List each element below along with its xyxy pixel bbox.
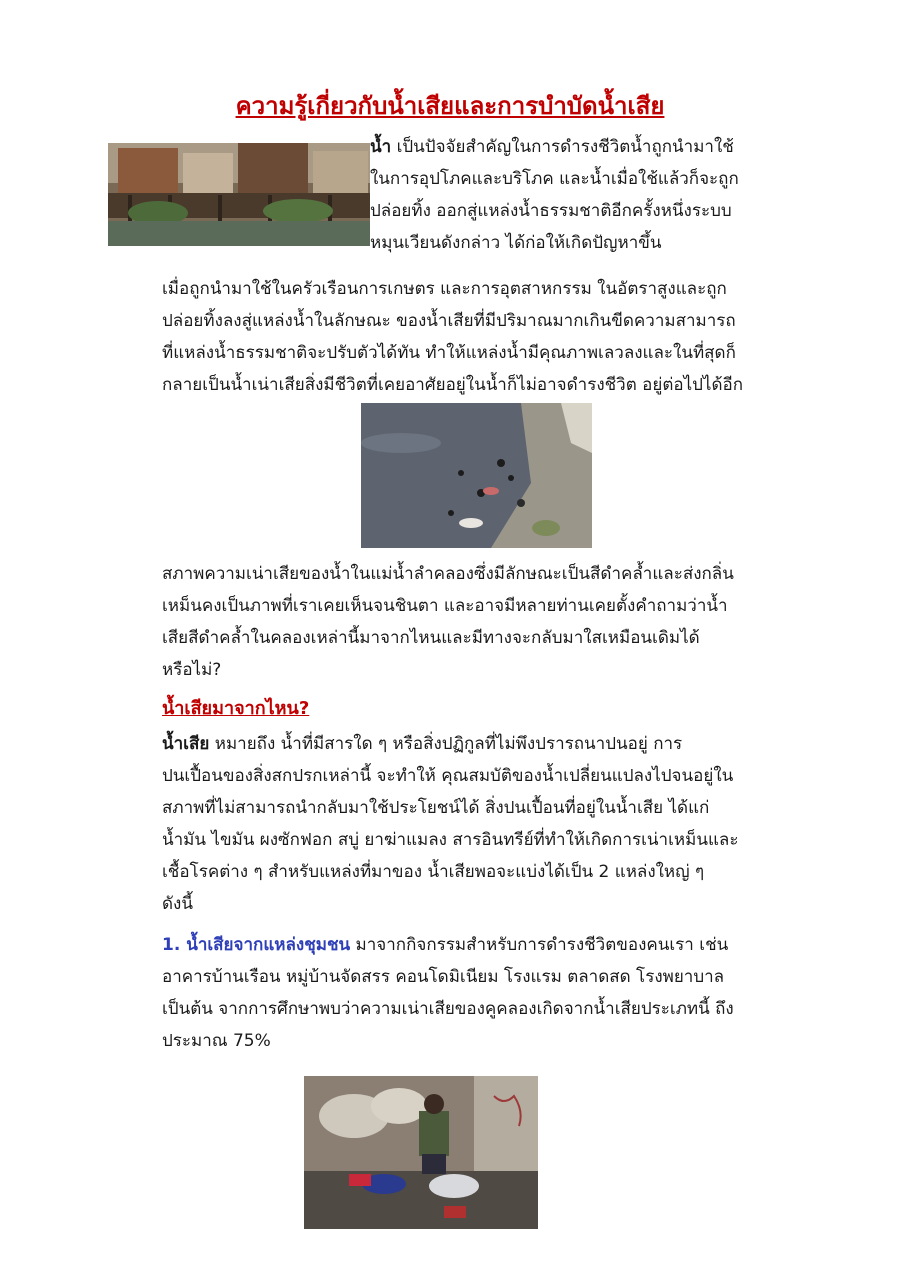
intro-paragraph-beside-image <box>370 131 800 259</box>
section-heading-wastewater-source: น้ำเสียมาจากไหน? <box>162 698 310 719</box>
washing-dishes-photo <box>304 1076 538 1229</box>
condition-line: เสียสีดำคล้ำในคลองเหล่านี้มาจากไหนและมีทางจะกลับมาใสเหมือนเดิมได้ <box>162 628 700 648</box>
definition-line: ดังนี้ <box>162 894 193 914</box>
community-source-line: ประมาณ 75% <box>162 1031 271 1051</box>
intro-line: ปล่อยทิ้ง ออกสู่แหล่งน้ำธรรมชาติอีกครั้งหนึ่งระบบ <box>370 201 732 221</box>
definition-line: เชื้อโรคต่าง ๆ สำหรับแหล่งที่มาของ น้ำเสียพอจะแบ่งได้เป็น 2 แหล่งใหญ่ ๆ <box>162 862 705 882</box>
condition-line: สภาพความเน่าเสียของน้ำในแม่น้ำลำคลองซึ่งมีลักษณะเป็นสีดำคล้ำและส่งกลิ่น <box>162 564 734 584</box>
intro-lead-word: น้ำ <box>370 137 392 157</box>
definition-line: น้ำมัน ไขมัน ผงซักฟอก สบู่ ยาฆ่าแมลง สารอินทรีย์ที่ทำให้เกิดการเน่าเหม็นและ <box>162 830 739 850</box>
community-source-paragraph <box>162 929 802 1057</box>
community-source-line: มาจากกิจกรรมสำหรับการดำรงชีวิตของคนเรา เช่น <box>350 935 729 955</box>
intro-line: ที่แหล่งน้ำธรรมชาติจะปรับตัวได้ทัน ทำให้แหล่งน้ำมีคุณภาพเลวลงและในที่สุดก็ <box>162 343 736 363</box>
riverside-houses-photo <box>108 143 370 246</box>
community-source-label: 1. น้ำเสียจากแหล่งชุมชน <box>162 935 351 955</box>
community-source-line: อาคารบ้านเรือน หมู่บ้านจัดสรร คอนโดมิเนียม โรงแรม ตลาดสด โรงพยาบาล <box>162 967 725 987</box>
definition-line: หมายถึง น้ำที่มีสารใด ๆ หรือสิ่งปฏิกูลที่ไม่พึงปรารถนาปนอยู่ การ <box>209 734 683 754</box>
definition-paragraph <box>162 728 802 920</box>
community-source-line: เป็นต้น จากการศึกษาพบว่าความเน่าเสียของคูคลองเกิดจากน้ำเสียประเภทนี้ ถึง <box>162 999 734 1019</box>
intro-line: เป็นปัจจัยสำคัญในการดำรงชีวิตน้ำถูกนำมาใช้ <box>391 137 734 157</box>
condition-paragraph <box>162 558 802 686</box>
definition-term: น้ำเสีย <box>162 734 210 754</box>
condition-line: เหม็นคงเป็นภาพที่เราเคยเห็นจนชินตา และอาจมีหลายท่านเคยตั้งคำถามว่าน้ำ <box>162 596 728 616</box>
intro-line: หมุนเวียนดังกล่าว ได้ก่อให้เกิดปัญหาขึ้น <box>370 233 662 253</box>
definition-line: ปนเปื้อนของสิ่งสกปรกเหล่านี้ จะทำให้ คุณสมบัติของน้ำเปลี่ยนแปลงไปจนอยู่ใน <box>162 766 734 786</box>
definition-line: สภาพที่ไม่สามารถนำกลับมาใช้ประโยชน์ได้ สิ่งปนเปื้อนที่อยู่ในน้ำเสีย ได้แก่ <box>162 798 710 818</box>
page-title: ความรู้เกี่ยวกับน้ำเสียและการบำบัดน้ำเสีย <box>235 92 665 120</box>
intro-line: ปล่อยทิ้งลงสู่แหล่งน้ำในลักษณะ ของน้ำเสียที่มีปริมาณมากเกินขีดความสามารถ <box>162 311 736 331</box>
polluted-canal-photo <box>361 403 592 548</box>
intro-paragraph-continued <box>162 273 802 401</box>
intro-line: ในการอุปโภคและบริโภค และน้ำเมื่อใช้แล้วก็จะถูก <box>370 169 739 189</box>
condition-line: หรือไม่? <box>162 660 222 680</box>
intro-line: เมื่อถูกนำมาใช้ในครัวเรือนการเกษตร และการอุตสาหกรรม ในอัตราสูงและถูก <box>162 279 727 299</box>
intro-line: กลายเป็นน้ำเน่าเสียสิ่งมีชีวิตที่เคยอาศัยอยู่ในน้ำก็ไม่อาจดำรงชีวิต อยู่ต่อไปได้อีก <box>162 375 744 395</box>
